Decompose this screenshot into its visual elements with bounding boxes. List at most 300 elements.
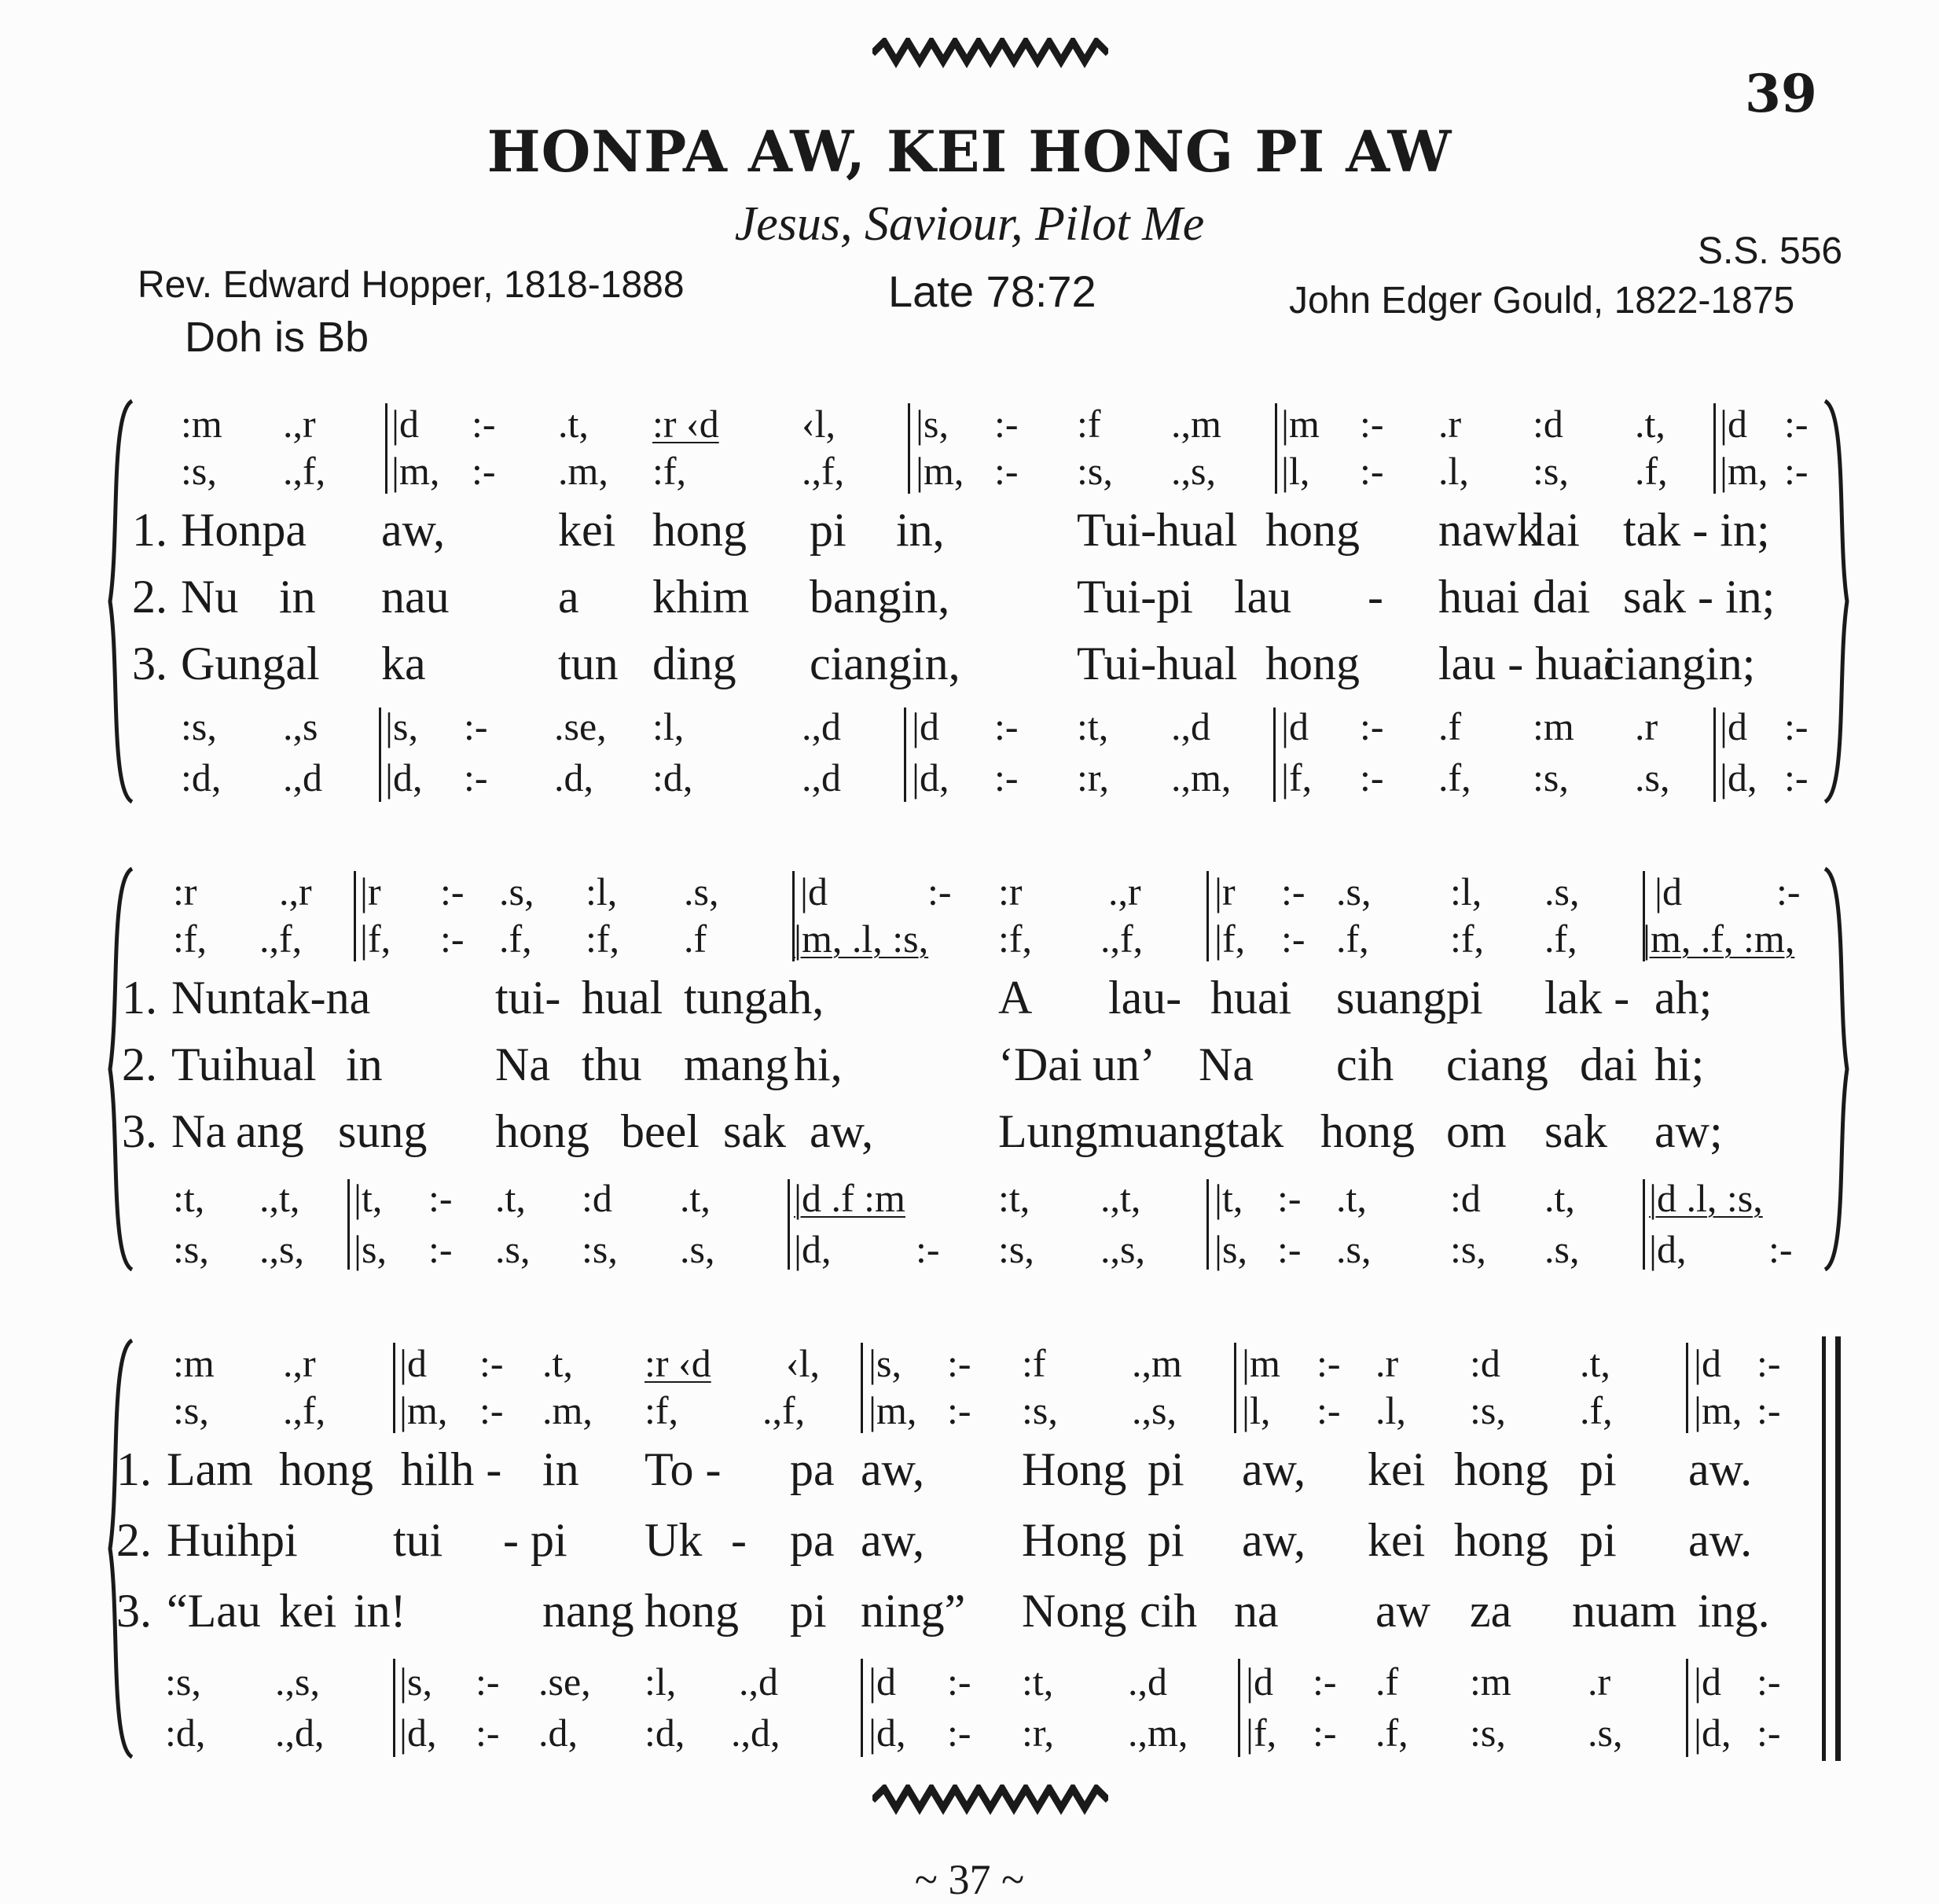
note: :r ‹d <box>652 402 719 446</box>
note: |t, <box>1214 1176 1243 1220</box>
note: :d, <box>165 1711 206 1755</box>
lyric: Lungmuangtak <box>998 1105 1284 1157</box>
note: :r ‹d <box>644 1341 711 1385</box>
verse-2-line <box>102 1513 1855 1568</box>
note: ‹l, <box>786 1341 821 1385</box>
meter: Late 78:72 <box>888 266 1096 316</box>
alto-line <box>102 1388 1855 1443</box>
lyric: hong <box>1265 504 1360 556</box>
verse-1-line <box>102 1443 1855 1498</box>
note: |r <box>360 869 381 913</box>
note: .,r <box>279 869 312 913</box>
note: .,r <box>283 1341 316 1385</box>
note: .s, <box>1336 1227 1372 1271</box>
lyric: Na <box>171 1105 226 1157</box>
note: :l, <box>586 869 618 913</box>
note: :- <box>1757 1711 1781 1755</box>
note: .t, <box>558 402 589 446</box>
lyric: kei <box>279 1585 337 1637</box>
lyric: kei <box>1368 1514 1426 1566</box>
lyric: lai <box>1533 504 1580 556</box>
note: |d <box>391 402 420 446</box>
lyric: hong <box>1454 1443 1548 1495</box>
note: .,s, <box>259 1227 304 1271</box>
lyric: nawk <box>1438 504 1541 556</box>
note: :- <box>947 1660 971 1704</box>
note: |d <box>1720 402 1748 446</box>
note: :d, <box>652 755 693 799</box>
note: :- <box>1360 704 1384 748</box>
lyric: Na <box>1199 1038 1254 1090</box>
note: |d, <box>385 755 423 799</box>
note: |m, <box>916 449 964 493</box>
lyric: ing. <box>1698 1585 1770 1637</box>
note: |d .f :m <box>794 1176 905 1220</box>
note: :- <box>428 1176 453 1220</box>
note: :- <box>994 755 1019 799</box>
note: :f, <box>586 917 620 961</box>
lyric: aw, <box>810 1105 874 1157</box>
note: :- <box>1360 755 1384 799</box>
lyric: lau - huai <box>1438 638 1617 689</box>
lyric: hong <box>495 1105 589 1157</box>
lyric: aw, <box>1242 1514 1306 1566</box>
note: :- <box>1784 704 1809 748</box>
note: :d <box>582 1176 612 1220</box>
note: :- <box>1281 869 1306 913</box>
note: :r, <box>1077 755 1110 799</box>
note: .,d <box>802 704 841 748</box>
note: :f, <box>998 917 1033 961</box>
lyric: pi <box>1148 1514 1184 1566</box>
lyric: beel <box>621 1105 700 1157</box>
note: |d <box>1694 1341 1722 1385</box>
note: .s, <box>684 869 719 913</box>
note: |d <box>912 704 940 748</box>
lyric: Tui-pi <box>1077 571 1193 623</box>
note: |m <box>1281 402 1320 446</box>
note: |d, <box>1694 1711 1732 1755</box>
note: :- <box>947 1711 971 1755</box>
lyric: Tuihual <box>171 1038 317 1090</box>
note: :- <box>1313 1711 1337 1755</box>
verse-number: 1. <box>116 1443 152 1495</box>
note: .t, <box>1336 1176 1367 1220</box>
top-ornament <box>872 38 1108 69</box>
lyric: sak - in; <box>1623 571 1776 623</box>
lyric: hong <box>1320 1105 1415 1157</box>
note: :- <box>428 1227 453 1271</box>
note: :- <box>440 917 465 961</box>
lyric: hilh - <box>401 1443 502 1495</box>
note: .,d, <box>275 1711 325 1755</box>
note: |d <box>869 1660 897 1704</box>
note: |m, .l, :s, <box>794 917 929 961</box>
note: |s, <box>1214 1227 1247 1271</box>
note: |s, <box>354 1227 387 1271</box>
note: :m <box>173 1341 215 1385</box>
page-number: ~ 37 ~ <box>914 1856 1025 1903</box>
note: :- <box>1360 449 1384 493</box>
note: :- <box>1317 1388 1341 1432</box>
lyric: za <box>1470 1585 1512 1637</box>
note: .s, <box>1544 869 1580 913</box>
note: :r, <box>1022 1711 1055 1755</box>
lyric: sak <box>723 1105 786 1157</box>
verse-number: 1. <box>132 504 167 556</box>
note: .,d, <box>731 1711 780 1755</box>
note: :s, <box>1470 1388 1506 1432</box>
note: |s, <box>385 704 418 748</box>
note: |m, <box>399 1388 448 1432</box>
lyric: aw. <box>1688 1443 1753 1495</box>
lyric: Na <box>495 1038 550 1090</box>
note: :t, <box>1022 1660 1054 1704</box>
lyric: hong <box>644 1585 739 1637</box>
note: :- <box>927 869 952 913</box>
note: :- <box>1768 1227 1793 1271</box>
verse-number: 3. <box>122 1105 157 1157</box>
note: :m <box>1533 704 1574 748</box>
note: :d, <box>181 755 222 799</box>
lyric: aw, <box>861 1443 925 1495</box>
lyric: in <box>542 1443 579 1495</box>
note: :- <box>1757 1341 1781 1385</box>
note: |m, <box>1720 449 1768 493</box>
lyric: in <box>346 1038 383 1090</box>
note: |d, <box>912 755 949 799</box>
music-system-1 <box>102 397 1855 806</box>
note: :- <box>1277 1227 1302 1271</box>
verse-number: 2. <box>122 1038 157 1090</box>
note: :s, <box>1470 1711 1506 1755</box>
note: .d, <box>538 1711 578 1755</box>
lyric: Hong <box>1022 1443 1127 1495</box>
note: .m, <box>542 1388 593 1432</box>
alto-line <box>102 916 1855 971</box>
note: :- <box>1776 869 1801 913</box>
lyric: ‘Dai <box>998 1038 1082 1090</box>
note: .,s, <box>1171 449 1216 493</box>
lyric: Nu <box>181 571 239 623</box>
note: |l, <box>1242 1388 1271 1432</box>
key-signature: Doh is Bb <box>185 314 369 361</box>
lyric: huai <box>1210 972 1292 1024</box>
verse-3-line <box>102 637 1855 692</box>
note: |f, <box>360 917 391 961</box>
note: .l, <box>1438 449 1469 493</box>
note: |f, <box>1214 917 1246 961</box>
lyric: ciang <box>1446 1038 1548 1090</box>
note: |s, <box>399 1660 432 1704</box>
lyric: in! <box>354 1585 406 1637</box>
note: |f, <box>1246 1711 1277 1755</box>
note: |d <box>1654 869 1683 913</box>
note: :- <box>1360 402 1384 446</box>
lyric: in, <box>896 504 945 556</box>
note: :r <box>173 869 197 913</box>
lyric: sak <box>1544 1105 1607 1157</box>
lyric: hi; <box>1654 1038 1705 1090</box>
lyric: na <box>1234 1585 1279 1637</box>
note: :l, <box>652 704 685 748</box>
note: .r <box>1588 1660 1611 1704</box>
note: :- <box>472 402 496 446</box>
note: :t, <box>998 1176 1030 1220</box>
note: .f, <box>1544 917 1577 961</box>
note: .,d <box>1171 704 1210 748</box>
note: |m, <box>869 1388 917 1432</box>
note: .s, <box>1635 755 1670 799</box>
note: :s, <box>173 1227 209 1271</box>
tenor-line <box>102 704 1855 759</box>
lyric: Nong <box>1022 1585 1127 1637</box>
lyric: tungah, <box>684 972 824 1024</box>
note: |r <box>1214 869 1236 913</box>
note: :- <box>479 1388 504 1432</box>
note: |t, <box>354 1176 383 1220</box>
lyric: aw. <box>1688 1514 1753 1566</box>
lyric: lau- <box>1108 972 1182 1024</box>
note: :- <box>1277 1176 1302 1220</box>
bass-line <box>102 1710 1855 1765</box>
note: :m <box>181 402 222 446</box>
lyric: khim <box>652 571 750 623</box>
lyric: nau <box>381 571 450 623</box>
lyric: aw <box>1375 1585 1430 1637</box>
note: |l, <box>1281 449 1310 493</box>
lyric: Tui-hual <box>1077 504 1238 556</box>
note: :- <box>994 402 1019 446</box>
lyric: Hong <box>1022 1514 1127 1566</box>
note: |f, <box>1281 755 1313 799</box>
lyric: cih <box>1336 1038 1394 1090</box>
note: :s, <box>1450 1227 1486 1271</box>
note: |d <box>1720 704 1748 748</box>
verse-1-line <box>102 971 1855 1026</box>
note: :- <box>464 704 488 748</box>
note: |d .l, :s, <box>1649 1176 1763 1220</box>
note: .f, <box>1438 755 1471 799</box>
note: .m, <box>558 449 608 493</box>
lyric: pi <box>1148 1443 1184 1495</box>
note: :- <box>994 449 1019 493</box>
note: .t, <box>1635 402 1665 446</box>
ss-reference: S.S. 556 <box>1698 230 1843 272</box>
note: :f, <box>173 917 207 961</box>
lyric: Nuntak-na <box>171 972 371 1024</box>
verse-number: 1. <box>122 972 157 1024</box>
lyric: - <box>1368 571 1383 623</box>
note: :- <box>916 1227 940 1271</box>
lyric: - <box>731 1514 747 1566</box>
lyric: in <box>279 571 316 623</box>
note: :l, <box>644 1660 677 1704</box>
lyric: aw, <box>1242 1443 1306 1495</box>
note: .,f, <box>1100 917 1144 961</box>
lyric: a <box>558 571 579 623</box>
lyric: hong <box>652 504 747 556</box>
note: .f <box>684 917 707 961</box>
note: .d, <box>554 755 593 799</box>
lyric: nang <box>542 1585 634 1637</box>
note: :s, <box>582 1227 618 1271</box>
note: .r <box>1635 704 1658 748</box>
lyric: tui- <box>495 972 561 1024</box>
lyric: hong <box>1265 638 1360 689</box>
note: :s, <box>181 704 217 748</box>
lyric: huai <box>1438 571 1520 623</box>
note: :f, <box>644 1388 679 1432</box>
note: |d <box>1281 704 1309 748</box>
verse-1-line <box>102 503 1855 558</box>
lyric: ning” <box>861 1585 966 1637</box>
note: .s, <box>1588 1711 1623 1755</box>
note: .,d <box>283 755 322 799</box>
note: .,m, <box>1171 755 1232 799</box>
lyric: lau <box>1234 571 1292 623</box>
note: :- <box>1317 1341 1341 1385</box>
verse-3-line <box>102 1105 1855 1160</box>
lyric: kei <box>558 504 616 556</box>
lyric: pa <box>790 1514 835 1566</box>
lyric: dai <box>1580 1038 1638 1090</box>
lyric: A <box>998 972 1033 1024</box>
note: .,d <box>1128 1660 1167 1704</box>
lyric: Uk <box>644 1514 703 1566</box>
note: :- <box>1784 449 1809 493</box>
note: .,f, <box>762 1388 806 1432</box>
note: .,m <box>1171 402 1221 446</box>
note: :- <box>947 1388 971 1432</box>
note: .s, <box>1336 869 1372 913</box>
note: .t, <box>1580 1341 1610 1385</box>
lyric: ciangin; <box>1603 638 1756 689</box>
note: :- <box>1757 1660 1781 1704</box>
tenor-line <box>102 1659 1855 1714</box>
music-system-2 <box>102 865 1855 1274</box>
note: .,d <box>739 1660 778 1704</box>
note: :- <box>994 704 1019 748</box>
verse-number: 3. <box>116 1585 152 1637</box>
hymn-title: HONPA AW, KEI HONG PI AW <box>487 118 1452 185</box>
note: .,d <box>802 755 841 799</box>
note: .t, <box>495 1176 526 1220</box>
alto-line <box>102 448 1855 503</box>
note: :d, <box>644 1711 685 1755</box>
note: .,s <box>283 704 318 748</box>
note: |d <box>399 1341 428 1385</box>
lyric: pi <box>790 1585 827 1637</box>
note: .,s, <box>275 1660 320 1704</box>
note: :- <box>479 1341 504 1385</box>
lyric: Honpa <box>181 504 307 556</box>
note: |d <box>1246 1660 1274 1704</box>
note: |d, <box>1649 1227 1687 1271</box>
note: :- <box>1281 917 1306 961</box>
note: :s, <box>1022 1388 1058 1432</box>
note: .se, <box>538 1660 591 1704</box>
verse-3-line <box>102 1584 1855 1639</box>
verse-number: 3. <box>132 638 167 689</box>
note: |d, <box>869 1711 906 1755</box>
lyric: nuam <box>1572 1585 1677 1637</box>
lyric: kei <box>1368 1443 1426 1495</box>
music-system-3 <box>102 1336 1855 1761</box>
lyric: ang <box>236 1105 304 1157</box>
note: ‹l, <box>802 402 836 446</box>
note: .,f, <box>283 1388 326 1432</box>
note: |s, <box>869 1341 902 1385</box>
note: :t, <box>1077 704 1109 748</box>
hymn-subtitle: Jesus, Saviour, Pilot Me <box>734 197 1205 251</box>
verse-number: 2. <box>132 571 167 623</box>
note: |d, <box>794 1227 832 1271</box>
composer: John Edger Gould, 1822-1875 <box>1289 280 1795 322</box>
lyric: aw; <box>1654 1105 1723 1157</box>
note: :- <box>1784 402 1809 446</box>
note: .,r <box>1108 869 1141 913</box>
lyric: Tui-hual <box>1077 638 1238 689</box>
lyric: Huihpi <box>167 1514 298 1566</box>
note: .se, <box>554 704 607 748</box>
verse-2-line <box>102 1038 1855 1093</box>
lyric: mang <box>684 1038 789 1090</box>
note: :d <box>1450 1176 1481 1220</box>
note: .,r <box>283 402 316 446</box>
lyric: ding <box>652 638 736 689</box>
note: .,t, <box>259 1176 300 1220</box>
lyric: hual <box>582 972 663 1024</box>
bass-line <box>102 1226 1855 1281</box>
lyric: ciangin, <box>810 638 960 689</box>
note: .s, <box>499 869 534 913</box>
note: .,s, <box>1100 1227 1145 1271</box>
note: |m <box>1242 1341 1280 1385</box>
note: :s, <box>1533 449 1569 493</box>
note: .,t, <box>1100 1176 1141 1220</box>
note: :- <box>440 869 465 913</box>
note: .,f, <box>283 449 326 493</box>
note: .s, <box>495 1227 531 1271</box>
note: :- <box>472 449 496 493</box>
note: :s, <box>173 1388 209 1432</box>
note: :s, <box>165 1660 201 1704</box>
note: :f, <box>652 449 687 493</box>
lyric: “Lau <box>167 1585 261 1637</box>
note: :d <box>1470 1341 1500 1385</box>
note: .f, <box>499 917 532 961</box>
note: .f, <box>1635 449 1668 493</box>
note: :s, <box>181 449 217 493</box>
note: :s, <box>1077 449 1113 493</box>
note: :- <box>476 1711 500 1755</box>
note: |d <box>1694 1660 1722 1704</box>
lyric: To - <box>644 1443 722 1495</box>
note: :s, <box>1533 755 1569 799</box>
note: .s, <box>680 1227 715 1271</box>
lyric: bangin, <box>810 571 950 623</box>
note: .,s, <box>1132 1388 1177 1432</box>
verse-number: 2. <box>116 1514 152 1566</box>
note: .r <box>1375 1341 1399 1385</box>
note: :- <box>947 1341 971 1385</box>
note: :l, <box>1450 869 1482 913</box>
note: .,m, <box>1128 1711 1188 1755</box>
note: :- <box>464 755 488 799</box>
tenor-line <box>102 1175 1855 1230</box>
lyric: Gungal <box>181 638 320 689</box>
